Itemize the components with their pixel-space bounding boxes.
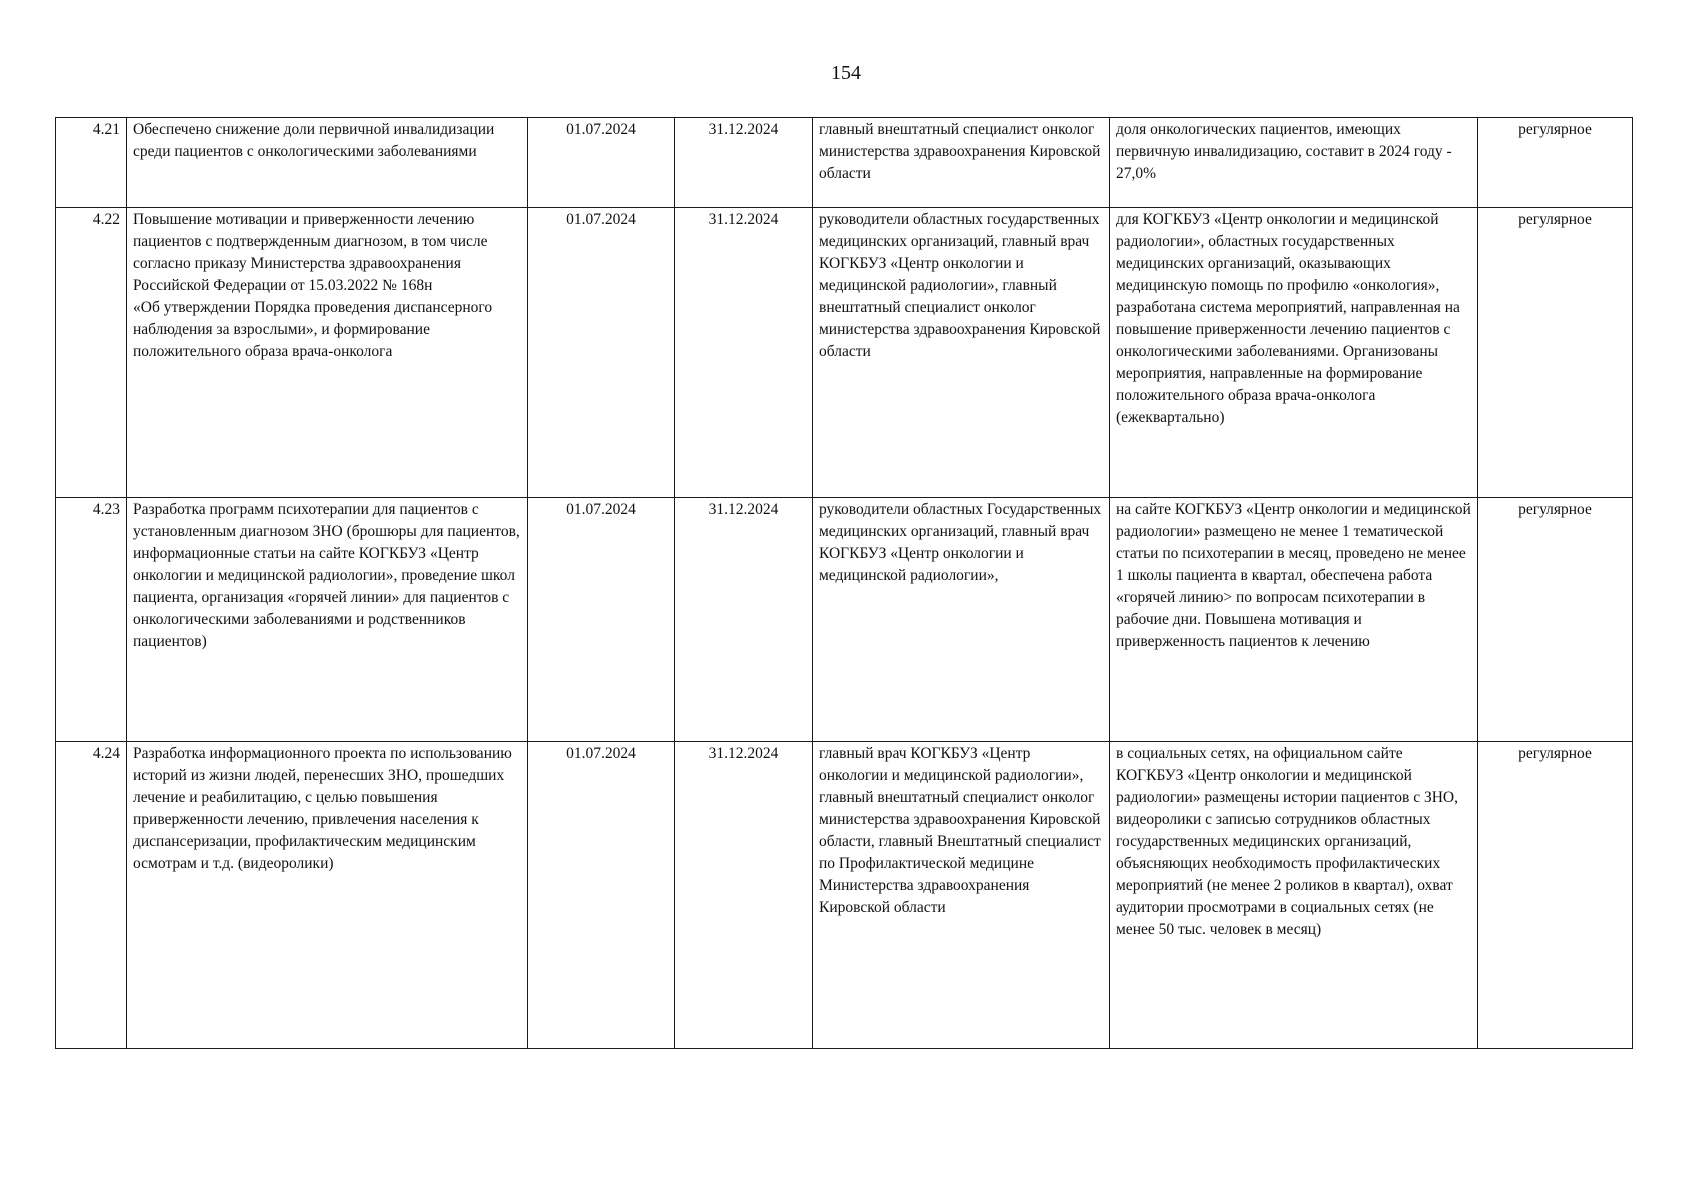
- result-cell: в социальных сетях, на официальном сайте КОГКБУЗ «Центр онкологии и медицинской радиологии» размещены истории пациентов с ЗНО, видеоролики с записью сотрудников областных государственных медицинских организаций, объясняющих необходимость профилактических мероприятий (не менее 2 роликов в квартал), охват аудитории просмотрами в социальных сетях (не менее 50 тыс. человек в месяц): [1110, 742, 1478, 1049]
- page-number: 154: [831, 62, 861, 84]
- end-date: 31.12.2024: [675, 118, 813, 208]
- start-date: 01.07.2024: [528, 498, 675, 742]
- activity-text: Разработка информационного проекта по использованию историй из жизни людей, перенесших ЗНО, прошедших лечение и реабилитацию, с целью повышения приверженности лечению, привлечения населения к диспансеризации, профилактическим медицинским осмотрам и т.д. (видеоролики): [133, 745, 512, 872]
- activity-text: Повышение мотивации и приверженности лечению пациентов с подтвержденным диагнозом, в том числе согласно приказу Министерства здравоохранения Российской Федерации от 15.03.2022 № 168н: [133, 211, 488, 294]
- table-row: [56, 742, 1633, 1049]
- periodicity-cell: регулярное: [1478, 208, 1633, 498]
- periodicity-cell: регулярное: [1478, 118, 1633, 208]
- table-row: [56, 118, 1633, 208]
- responsible-cell: главный внештатный специалист онколог министерства здравоохранения Кировской области: [813, 118, 1110, 208]
- activity-cell: [127, 118, 528, 208]
- activity-text: Разработка программ психотерапии для пациентов с установленным диагнозом ЗНО (брошюры для пациентов, информационные статьи на сайте КОГКБУЗ «Центр онкологии и медицинской радиологии», проведение школ пациента, организация «горячей линии» для пациентов с онкологическими заболеваниями и родственников пациентов): [133, 501, 520, 650]
- responsible-cell: руководители областных государственных медицинских организаций, главный врач КОГКБУЗ «Центр онкологии и медицинской радиологии», главный внештатный специалист онколог министерства здравоохранения Кировской области: [813, 208, 1110, 498]
- activity-cell: [127, 742, 528, 1049]
- start-date: 01.07.2024: [528, 208, 675, 498]
- start-date: 01.07.2024: [528, 118, 675, 208]
- activity-text-continued: «Об утверждении Порядка проведения диспансерного наблюдения за взрослыми», и формирование положительного образа врача-онколога: [133, 299, 493, 360]
- periodicity-cell: регулярное: [1478, 498, 1633, 742]
- end-date: 31.12.2024: [675, 208, 813, 498]
- row-number: 4.22: [56, 208, 127, 498]
- start-date: 01.07.2024: [528, 742, 675, 1049]
- row-number: 4.23: [56, 498, 127, 742]
- responsible-cell: руководители областных Государственных медицинских организаций, главный врач КОГКБУЗ «Центр онкологии и медицинской радиологии»,: [813, 498, 1110, 742]
- table-row: [56, 208, 1633, 498]
- row-number: 4.21: [56, 118, 127, 208]
- periodicity-cell: регулярное: [1478, 742, 1633, 1049]
- result-cell: для КОГКБУЗ «Центр онкологии и медицинской радиологии», областных государственных медицинских организаций, оказывающих медицинскую помощь по профилю «онкология», разработана система мероприятий, направленная на повышение приверженности лечению пациентов с онкологическими заболеваниями. Организованы мероприятия, направленные на формирование положительного образа врача-онколога (ежеквартально): [1110, 208, 1478, 498]
- table-row: [56, 498, 1633, 742]
- end-date: 31.12.2024: [675, 498, 813, 742]
- activity-text: Обеспечено снижение доли первичной инвалидизации среди пациентов с онкологическими заболеваниями: [133, 121, 495, 160]
- row-number: 4.24: [56, 742, 127, 1049]
- measures-table: [55, 117, 1633, 1049]
- result-cell: на сайте КОГКБУЗ «Центр онкологии и медицинской радиологии» размещено не менее 1 тематической статьи по психотерапии в месяц, проведено не менее 1 школы пациента в квартал, обеспечена работа «горячей линию> по вопросам психотерапии в рабочие дни. Повышена мотивация и приверженность пациентов к лечению: [1110, 498, 1478, 742]
- activity-cell: [127, 498, 528, 742]
- responsible-cell: главный врач КОГКБУЗ «Центр онкологии и медицинской радиологии», главный внештатный специалист онколог министерства здравоохранения Кировской области, главный Внештатный специалист по Профилактической медицине Министерства здравоохранения Кировской области: [813, 742, 1110, 1049]
- result-cell: доля онкологических пациентов, имеющих первичную инвалидизацию, составит в 2024 году - 27,0%: [1110, 118, 1478, 208]
- activity-cell: [127, 208, 528, 498]
- end-date: 31.12.2024: [675, 742, 813, 1049]
